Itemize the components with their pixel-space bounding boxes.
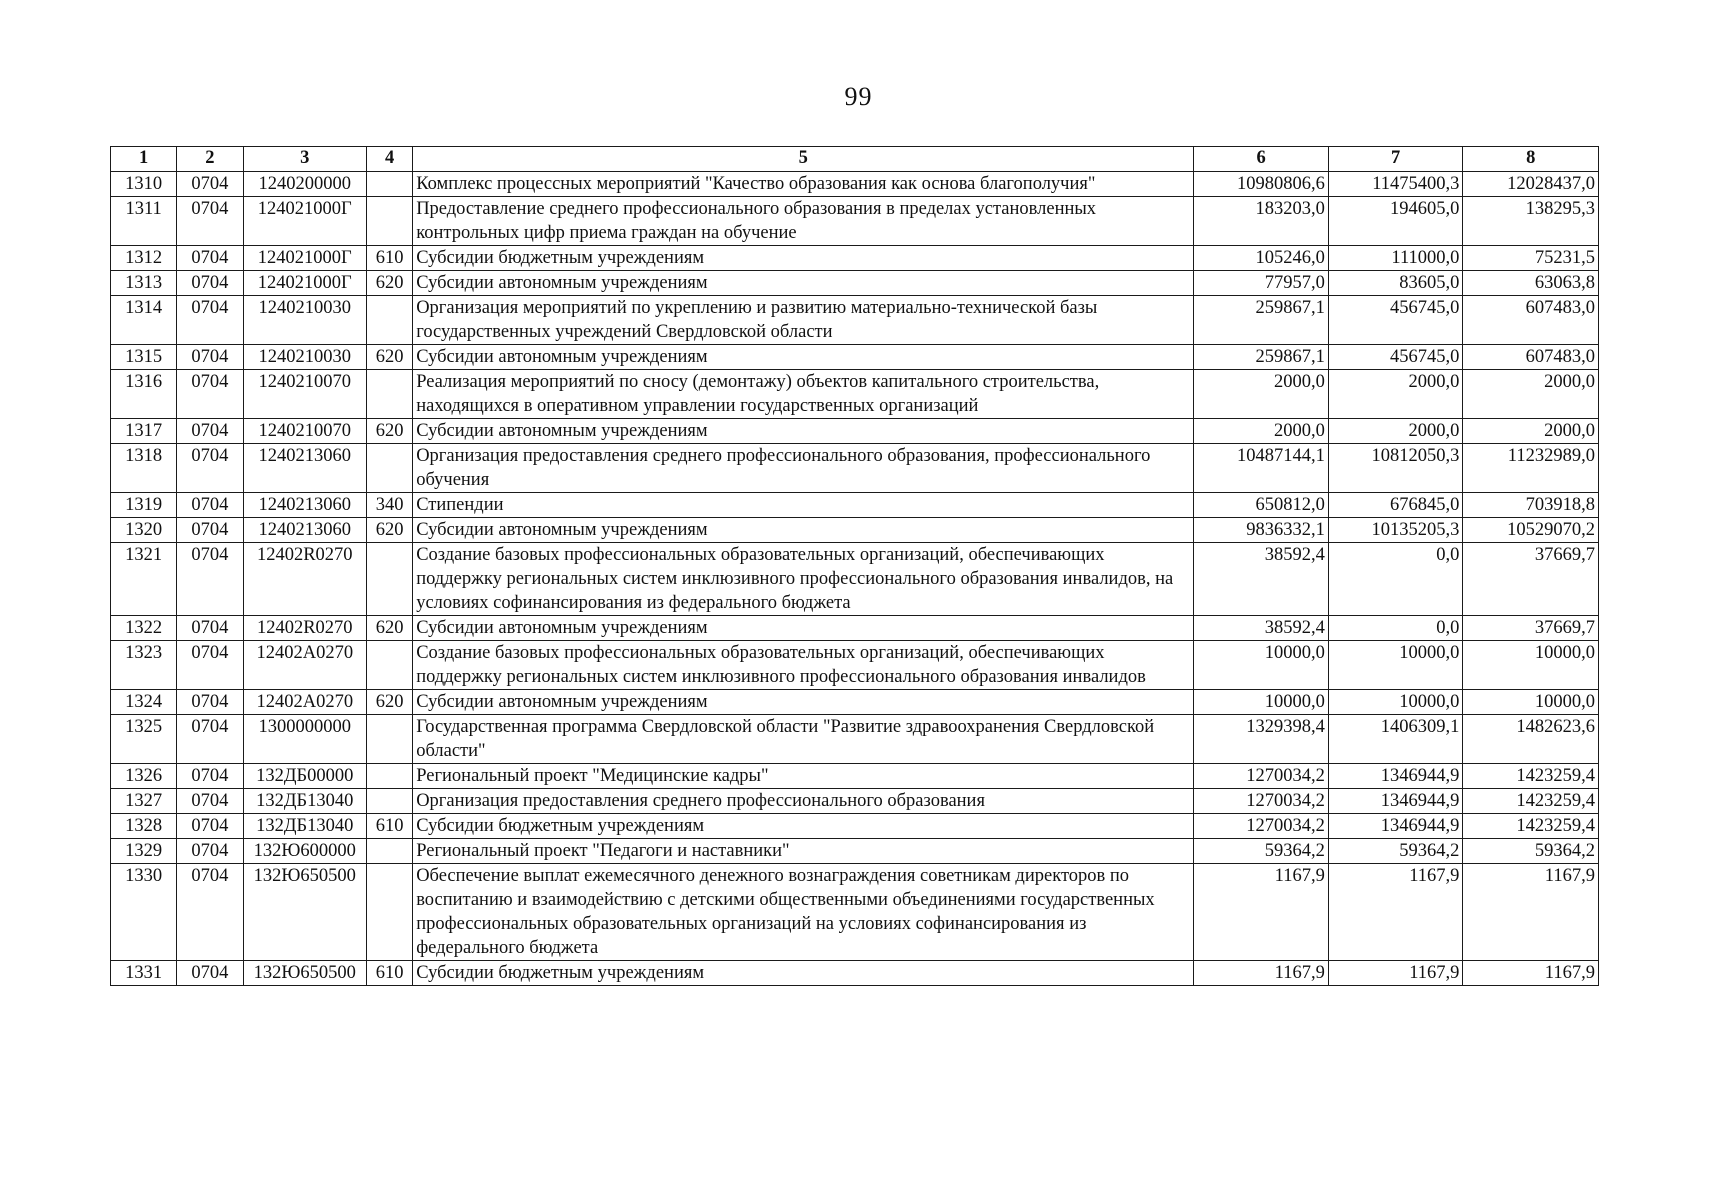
section-code-cell: 0704 bbox=[177, 961, 243, 986]
target-code-cell: 1240213060 bbox=[243, 518, 366, 543]
section-code-cell: 0704 bbox=[177, 172, 243, 197]
section-code-cell: 0704 bbox=[177, 690, 243, 715]
amount-year1-cell: 10000,0 bbox=[1194, 641, 1329, 690]
row-number-cell: 1321 bbox=[111, 543, 177, 616]
table-row bbox=[111, 296, 1599, 345]
amount-year1-cell: 1270034,2 bbox=[1194, 789, 1329, 814]
target-code-cell: 124021000Г bbox=[243, 271, 366, 296]
table-row bbox=[111, 419, 1599, 444]
amount-year3-cell: 703918,8 bbox=[1463, 493, 1599, 518]
expense-type-cell bbox=[367, 839, 413, 864]
amount-year3-cell: 37669,7 bbox=[1463, 543, 1599, 616]
target-code-cell: 132ДБ13040 bbox=[243, 789, 366, 814]
item-name-cell: Обеспечение выплат ежемесячного денежного вознаграждения советникам директоров по воспитанию и взаимодействию с детскими общественными объединениями государственных профессиональных образовательных организаций на условиях софинансирования из федерального бюджета bbox=[413, 864, 1194, 961]
target-code-cell: 1300000000 bbox=[243, 715, 366, 764]
table-row bbox=[111, 616, 1599, 641]
amount-year2-cell: 10812050,3 bbox=[1328, 444, 1463, 493]
item-name-cell: Государственная программа Свердловской области "Развитие здравоохранения Свердловской области" bbox=[413, 715, 1194, 764]
section-code-cell: 0704 bbox=[177, 764, 243, 789]
target-code-cell: 1240213060 bbox=[243, 444, 366, 493]
expense-type-cell: 340 bbox=[367, 493, 413, 518]
row-number-cell: 1324 bbox=[111, 690, 177, 715]
amount-year3-cell: 1167,9 bbox=[1463, 961, 1599, 986]
section-code-cell: 0704 bbox=[177, 345, 243, 370]
amount-year2-cell: 10135205,3 bbox=[1328, 518, 1463, 543]
amount-year2-cell: 1346944,9 bbox=[1328, 814, 1463, 839]
target-code-cell: 12402R0270 bbox=[243, 543, 366, 616]
column-header: 1 bbox=[111, 147, 177, 172]
amount-year1-cell: 10980806,6 bbox=[1194, 172, 1329, 197]
expense-type-cell: 620 bbox=[367, 690, 413, 715]
row-number-cell: 1318 bbox=[111, 444, 177, 493]
row-number-cell: 1310 bbox=[111, 172, 177, 197]
section-code-cell: 0704 bbox=[177, 296, 243, 345]
section-code-cell: 0704 bbox=[177, 370, 243, 419]
item-name-cell: Реализация мероприятий по сносу (демонтажу) объектов капитального строительства, находящихся в оперативном управлении государственных организаций bbox=[413, 370, 1194, 419]
amount-year2-cell: 1346944,9 bbox=[1328, 764, 1463, 789]
expense-type-cell: 610 bbox=[367, 246, 413, 271]
target-code-cell: 1240210070 bbox=[243, 370, 366, 419]
target-code-cell: 124021000Г bbox=[243, 246, 366, 271]
amount-year2-cell: 1406309,1 bbox=[1328, 715, 1463, 764]
amount-year2-cell: 2000,0 bbox=[1328, 370, 1463, 419]
target-code-cell: 1240200000 bbox=[243, 172, 366, 197]
table-row bbox=[111, 370, 1599, 419]
item-name-cell: Создание базовых профессиональных образовательных организаций, обеспечивающих поддержку региональных систем инклюзивного профессионального образования инвалидов, на условиях софинансирования из федерального бюджета bbox=[413, 543, 1194, 616]
row-number-cell: 1329 bbox=[111, 839, 177, 864]
column-header: 5 bbox=[413, 147, 1194, 172]
item-name-cell: Организация мероприятий по укреплению и развитию материально-технической базы государственных учреждений Свердловской области bbox=[413, 296, 1194, 345]
column-header: 8 bbox=[1463, 147, 1599, 172]
amount-year2-cell: 0,0 bbox=[1328, 543, 1463, 616]
target-code-cell: 12402R0270 bbox=[243, 616, 366, 641]
table-row bbox=[111, 789, 1599, 814]
column-header: 2 bbox=[177, 147, 243, 172]
item-name-cell: Организация предоставления среднего профессионального образования, профессионального обучения bbox=[413, 444, 1194, 493]
row-number-cell: 1320 bbox=[111, 518, 177, 543]
amount-year3-cell: 11232989,0 bbox=[1463, 444, 1599, 493]
amount-year2-cell: 59364,2 bbox=[1328, 839, 1463, 864]
expense-type-cell: 610 bbox=[367, 961, 413, 986]
row-number-cell: 1314 bbox=[111, 296, 177, 345]
section-code-cell: 0704 bbox=[177, 715, 243, 764]
amount-year1-cell: 1167,9 bbox=[1194, 961, 1329, 986]
row-number-cell: 1312 bbox=[111, 246, 177, 271]
expense-type-cell bbox=[367, 764, 413, 789]
row-number-cell: 1328 bbox=[111, 814, 177, 839]
expense-type-cell bbox=[367, 444, 413, 493]
row-number-cell: 1313 bbox=[111, 271, 177, 296]
item-name-cell: Субсидии автономным учреждениям bbox=[413, 518, 1194, 543]
target-code-cell: 1240210030 bbox=[243, 296, 366, 345]
item-name-cell: Субсидии автономным учреждениям bbox=[413, 690, 1194, 715]
item-name-cell: Предоставление среднего профессионального образования в пределах установленных контрольных цифр приема граждан на обучение bbox=[413, 197, 1194, 246]
expense-type-cell: 620 bbox=[367, 616, 413, 641]
table-row bbox=[111, 172, 1599, 197]
section-code-cell: 0704 bbox=[177, 246, 243, 271]
section-code-cell: 0704 bbox=[177, 864, 243, 961]
amount-year3-cell: 75231,5 bbox=[1463, 246, 1599, 271]
table-row bbox=[111, 814, 1599, 839]
section-code-cell: 0704 bbox=[177, 444, 243, 493]
amount-year3-cell: 1167,9 bbox=[1463, 864, 1599, 961]
item-name-cell: Региональный проект "Медицинские кадры" bbox=[413, 764, 1194, 789]
section-code-cell: 0704 bbox=[177, 839, 243, 864]
amount-year3-cell: 10000,0 bbox=[1463, 641, 1599, 690]
amount-year3-cell: 1423259,4 bbox=[1463, 789, 1599, 814]
row-number-cell: 1322 bbox=[111, 616, 177, 641]
amount-year1-cell: 1329398,4 bbox=[1194, 715, 1329, 764]
table-row bbox=[111, 271, 1599, 296]
amount-year2-cell: 10000,0 bbox=[1328, 641, 1463, 690]
item-name-cell: Субсидии бюджетным учреждениям bbox=[413, 814, 1194, 839]
amount-year3-cell: 63063,8 bbox=[1463, 271, 1599, 296]
expense-type-cell bbox=[367, 370, 413, 419]
column-header: 7 bbox=[1328, 147, 1463, 172]
table-body bbox=[111, 172, 1599, 986]
header-row bbox=[111, 147, 1599, 172]
amount-year2-cell: 456745,0 bbox=[1328, 345, 1463, 370]
amount-year1-cell: 38592,4 bbox=[1194, 543, 1329, 616]
table-row bbox=[111, 961, 1599, 986]
item-name-cell: Субсидии автономным учреждениям bbox=[413, 419, 1194, 444]
amount-year1-cell: 105246,0 bbox=[1194, 246, 1329, 271]
amount-year1-cell: 1270034,2 bbox=[1194, 764, 1329, 789]
amount-year1-cell: 9836332,1 bbox=[1194, 518, 1329, 543]
table-row bbox=[111, 246, 1599, 271]
target-code-cell: 1240210030 bbox=[243, 345, 366, 370]
expense-type-cell bbox=[367, 543, 413, 616]
expense-type-cell bbox=[367, 789, 413, 814]
item-name-cell: Региональный проект "Педагоги и наставники" bbox=[413, 839, 1194, 864]
row-number-cell: 1323 bbox=[111, 641, 177, 690]
target-code-cell: 1240210070 bbox=[243, 419, 366, 444]
amount-year1-cell: 259867,1 bbox=[1194, 345, 1329, 370]
section-code-cell: 0704 bbox=[177, 641, 243, 690]
section-code-cell: 0704 bbox=[177, 197, 243, 246]
page-number: 99 bbox=[844, 82, 873, 111]
amount-year3-cell: 1423259,4 bbox=[1463, 814, 1599, 839]
amount-year1-cell: 10000,0 bbox=[1194, 690, 1329, 715]
amount-year3-cell: 10000,0 bbox=[1463, 690, 1599, 715]
section-code-cell: 0704 bbox=[177, 814, 243, 839]
table-row bbox=[111, 641, 1599, 690]
table-row bbox=[111, 444, 1599, 493]
target-code-cell: 12402A0270 bbox=[243, 641, 366, 690]
amount-year3-cell: 607483,0 bbox=[1463, 296, 1599, 345]
amount-year1-cell: 38592,4 bbox=[1194, 616, 1329, 641]
item-name-cell: Субсидии автономным учреждениям bbox=[413, 616, 1194, 641]
expense-type-cell: 620 bbox=[367, 345, 413, 370]
table-row bbox=[111, 690, 1599, 715]
row-number-cell: 1327 bbox=[111, 789, 177, 814]
row-number-cell: 1317 bbox=[111, 419, 177, 444]
amount-year3-cell: 10529070,2 bbox=[1463, 518, 1599, 543]
item-name-cell: Комплекс процессных мероприятий "Качество образования как основа благополучия" bbox=[413, 172, 1194, 197]
amount-year1-cell: 2000,0 bbox=[1194, 370, 1329, 419]
target-code-cell: 132Ю650500 bbox=[243, 961, 366, 986]
expense-type-cell: 620 bbox=[367, 419, 413, 444]
amount-year3-cell: 607483,0 bbox=[1463, 345, 1599, 370]
amount-year1-cell: 259867,1 bbox=[1194, 296, 1329, 345]
column-header: 4 bbox=[367, 147, 413, 172]
amount-year3-cell: 2000,0 bbox=[1463, 419, 1599, 444]
amount-year2-cell: 1346944,9 bbox=[1328, 789, 1463, 814]
expense-type-cell bbox=[367, 715, 413, 764]
table-row bbox=[111, 543, 1599, 616]
item-name-cell: Создание базовых профессиональных образовательных организаций, обеспечивающих поддержку региональных систем инклюзивного профессионального образования инвалидов bbox=[413, 641, 1194, 690]
amount-year2-cell: 676845,0 bbox=[1328, 493, 1463, 518]
amount-year2-cell: 111000,0 bbox=[1328, 246, 1463, 271]
budget-table bbox=[110, 146, 1599, 986]
row-number-cell: 1311 bbox=[111, 197, 177, 246]
target-code-cell: 12402A0270 bbox=[243, 690, 366, 715]
amount-year3-cell: 2000,0 bbox=[1463, 370, 1599, 419]
column-header: 6 bbox=[1194, 147, 1329, 172]
row-number-cell: 1315 bbox=[111, 345, 177, 370]
expense-type-cell bbox=[367, 296, 413, 345]
amount-year2-cell: 1167,9 bbox=[1328, 961, 1463, 986]
target-code-cell: 132Ю650500 bbox=[243, 864, 366, 961]
section-code-cell: 0704 bbox=[177, 789, 243, 814]
section-code-cell: 0704 bbox=[177, 543, 243, 616]
row-number-cell: 1325 bbox=[111, 715, 177, 764]
item-name-cell: Организация предоставления среднего профессионального образования bbox=[413, 789, 1194, 814]
item-name-cell: Стипендии bbox=[413, 493, 1194, 518]
amount-year2-cell: 456745,0 bbox=[1328, 296, 1463, 345]
item-name-cell: Субсидии бюджетным учреждениям bbox=[413, 246, 1194, 271]
target-code-cell: 132Ю600000 bbox=[243, 839, 366, 864]
table-row bbox=[111, 518, 1599, 543]
amount-year3-cell: 12028437,0 bbox=[1463, 172, 1599, 197]
target-code-cell: 1240213060 bbox=[243, 493, 366, 518]
target-code-cell: 132ДБ00000 bbox=[243, 764, 366, 789]
amount-year3-cell: 138295,3 bbox=[1463, 197, 1599, 246]
target-code-cell: 124021000Г bbox=[243, 197, 366, 246]
amount-year3-cell: 1423259,4 bbox=[1463, 764, 1599, 789]
amount-year2-cell: 0,0 bbox=[1328, 616, 1463, 641]
amount-year3-cell: 37669,7 bbox=[1463, 616, 1599, 641]
section-code-cell: 0704 bbox=[177, 419, 243, 444]
amount-year3-cell: 1482623,6 bbox=[1463, 715, 1599, 764]
section-code-cell: 0704 bbox=[177, 493, 243, 518]
section-code-cell: 0704 bbox=[177, 518, 243, 543]
amount-year2-cell: 11475400,3 bbox=[1328, 172, 1463, 197]
amount-year2-cell: 10000,0 bbox=[1328, 690, 1463, 715]
item-name-cell: Субсидии автономным учреждениям bbox=[413, 271, 1194, 296]
expense-type-cell: 620 bbox=[367, 518, 413, 543]
amount-year1-cell: 650812,0 bbox=[1194, 493, 1329, 518]
table-row bbox=[111, 345, 1599, 370]
amount-year1-cell: 2000,0 bbox=[1194, 419, 1329, 444]
section-code-cell: 0704 bbox=[177, 271, 243, 296]
table-row bbox=[111, 839, 1599, 864]
amount-year1-cell: 183203,0 bbox=[1194, 197, 1329, 246]
row-number-cell: 1331 bbox=[111, 961, 177, 986]
expense-type-cell bbox=[367, 864, 413, 961]
item-name-cell: Субсидии автономным учреждениям bbox=[413, 345, 1194, 370]
table-row bbox=[111, 197, 1599, 246]
amount-year2-cell: 194605,0 bbox=[1328, 197, 1463, 246]
item-name-cell: Субсидии бюджетным учреждениям bbox=[413, 961, 1194, 986]
table-row bbox=[111, 715, 1599, 764]
row-number-cell: 1326 bbox=[111, 764, 177, 789]
expense-type-cell bbox=[367, 172, 413, 197]
expense-type-cell bbox=[367, 197, 413, 246]
amount-year3-cell: 59364,2 bbox=[1463, 839, 1599, 864]
row-number-cell: 1316 bbox=[111, 370, 177, 419]
amount-year1-cell: 10487144,1 bbox=[1194, 444, 1329, 493]
row-number-cell: 1319 bbox=[111, 493, 177, 518]
row-number-cell: 1330 bbox=[111, 864, 177, 961]
amount-year2-cell: 1167,9 bbox=[1328, 864, 1463, 961]
expense-type-cell bbox=[367, 641, 413, 690]
expense-type-cell: 610 bbox=[367, 814, 413, 839]
table-row bbox=[111, 493, 1599, 518]
table-row bbox=[111, 864, 1599, 961]
column-header: 3 bbox=[243, 147, 366, 172]
expense-type-cell: 620 bbox=[367, 271, 413, 296]
amount-year2-cell: 83605,0 bbox=[1328, 271, 1463, 296]
table-row bbox=[111, 764, 1599, 789]
amount-year1-cell: 1167,9 bbox=[1194, 864, 1329, 961]
amount-year1-cell: 59364,2 bbox=[1194, 839, 1329, 864]
section-code-cell: 0704 bbox=[177, 616, 243, 641]
amount-year1-cell: 1270034,2 bbox=[1194, 814, 1329, 839]
amount-year2-cell: 2000,0 bbox=[1328, 419, 1463, 444]
target-code-cell: 132ДБ13040 bbox=[243, 814, 366, 839]
amount-year1-cell: 77957,0 bbox=[1194, 271, 1329, 296]
